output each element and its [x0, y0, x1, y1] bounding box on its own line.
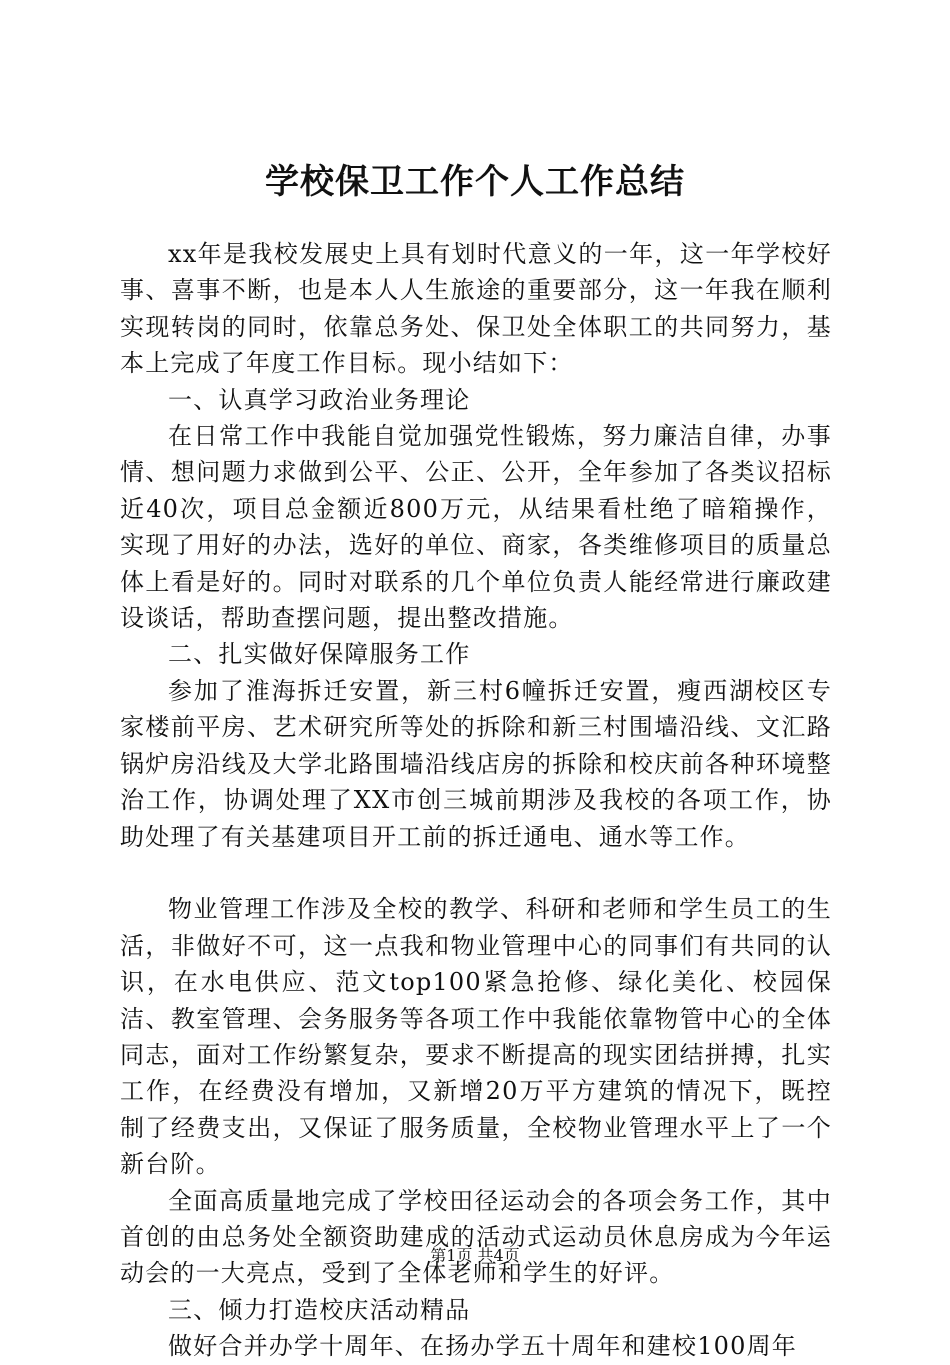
section-2-paragraph-1: 参加了淮海拆迁安置，新三村6幢拆迁安置，瘦西湖校区专家楼前平房、艺术研究所等处的拆除和新三村围墙沿线、文汇路锅炉房沿线及大学北路围墙沿线店房的拆除和校庆前各种环境整治工作，协调处理了XX市创三城前期涉及我校的各项工作，协助处理了有关基建项目开工前的拆迁通电、通水等工作。	[120, 676, 832, 851]
document-title: 学校保卫工作个人工作总结	[265, 162, 685, 202]
blank-line	[120, 855, 832, 891]
section-heading-1: 一、认真学习政治业务理论	[168, 385, 471, 414]
intro-paragraph: xx年是我校发展史上具有划时代意义的一年，这一年学校好事、喜事不断，也是本人人生旅途的重要部分，这一年我在顺利实现转岗的同时，依靠总务处、保卫处全体职工的共同努力，基本上完成了年度工作目标。现小结如下：	[120, 240, 832, 378]
section-heading-3: 三、倾力打造校庆活动精品	[168, 1295, 471, 1324]
page-footer: 第1页 共4页	[430, 1246, 520, 1265]
section-2-paragraph-2: 物业管理工作涉及全校的教学、科研和老师和学生员工的生活，非做好不可，这一点我和物业管理中心的同事们有共同的认识，在水电供应、范文top100紧急抢修、绿化美化、校园保洁、教室管理、会务服务等各项工作中我能依靠物管中心的全体同志，面对工作纷繁复杂，要求不断提高的现实团结拼搏，扎实工作，在经费没有增加，又新增20万平方建筑的情况下，既控制了经费支出，又保证了服务质量，全校物业管理水平上了一个新台阶。	[120, 895, 832, 1179]
document-body	[120, 236, 832, 1365]
section-heading-2: 二、扎实做好保障服务工作	[168, 640, 471, 669]
section-3-paragraph: 做好合并办学十周年、在扬办学五十周年和建校100周年	[168, 1332, 798, 1361]
section-1-paragraph: 在日常工作中我能自觉加强党性锻炼，努力廉洁自律，办事情、想问题力求做到公平、公正、公开，全年参加了各类议招标近40次，项目总金额近800万元，从结果看杜绝了暗箱操作，实现了用好的办法，选好的单位、商家，各类维修项目的质量总体上看是好的。同时对联系的几个单位负责人能经常进行廉政建设谈话，帮助查摆问题，提出整改措施。	[120, 422, 832, 633]
section-2-paragraph-3: 全面高质量地完成了学校田径运动会的各项会务工作，其中首创的由总务处全额资助建成的活动式运动员休息房成为今年运动会的一大亮点，受到了全体老师和学生的好评。	[120, 1186, 832, 1288]
